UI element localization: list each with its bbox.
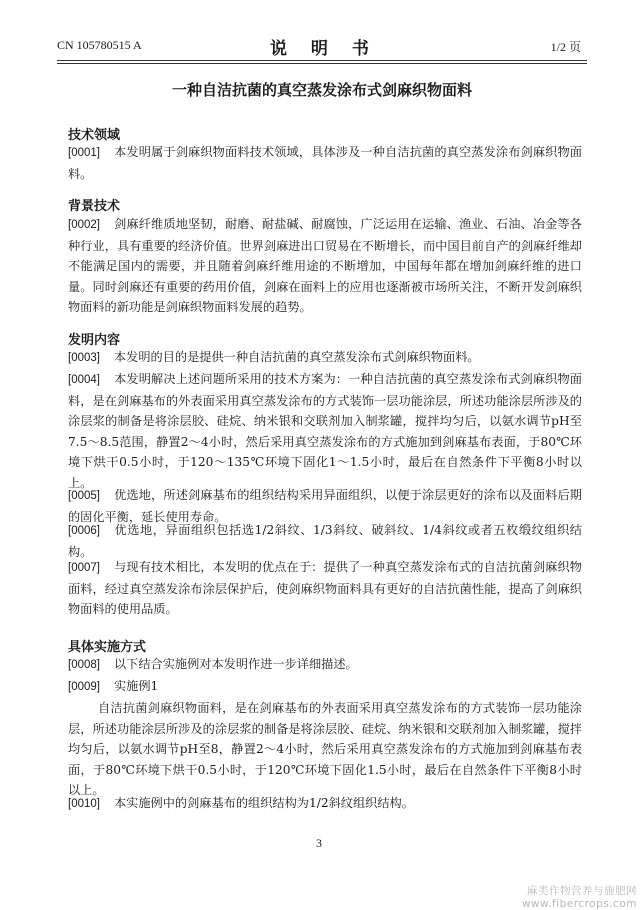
paragraph-text: 优选地，异面组织包括选1/2斜纹、1/3斜纹、破斜纹、1/4斜纹或者五枚缎纹组织结构。 — [68, 523, 582, 559]
paragraph-number: [0010] — [68, 798, 100, 810]
paragraph-0010 — [68, 793, 582, 815]
paragraph-number: [0002] — [68, 219, 100, 231]
paragraph-number: [0006] — [68, 525, 100, 537]
paragraph-number: [0009] — [68, 681, 100, 693]
header-rule-top — [57, 60, 587, 61]
paragraph-text: 自洁抗菌剑麻织物面料，是在剑麻基布的外表面采用真空蒸发涂布的方式装饰一层功能涂层，所述功能涂层所涉及的涂层浆的制备是将涂层胶、硅烷、纳米银和交联剂加入制浆罐，搅拌均匀后，以氨水调节pH至8，静置2～4小时，然后采用真空蒸发涂布的方式施加到剑麻基布表面，于80℃环境下烘干0.5小时，于120℃环境下固化1.5小时，最后在自然条件下平衡8小时以上。 — [68, 701, 582, 797]
paragraph-0001 — [68, 142, 582, 184]
section-heading-embodiments: 具体实施方式 — [68, 640, 147, 655]
paragraph-number: [0005] — [68, 490, 100, 502]
section-heading-background: 背景技术 — [68, 199, 121, 214]
paragraph-number: [0007] — [68, 562, 100, 574]
paragraph-0008 — [68, 654, 582, 676]
paragraph-number: [0003] — [68, 352, 100, 364]
header-rule-bottom — [57, 63, 587, 64]
paragraph-0002 — [68, 214, 582, 318]
paragraph-text: 实施例1 — [113, 679, 159, 693]
paragraph-text: 本发明的目的是提供一种自洁抗菌的真空蒸发涂布式剑麻织物面料。 — [113, 350, 480, 364]
paragraph-number: [0004] — [68, 374, 100, 386]
paragraph-text: 本发明属于剑麻织物面料技术领域，具体涉及一种自洁抗菌的真空蒸发涂布剑麻织物面料。 — [68, 145, 582, 181]
paragraph-text: 本发明解决上述问题所采用的技术方案为：一种自洁抗菌的真空蒸发涂布式剑麻织物面料，是在剑麻基布的外表面采用真空蒸发涂布的方式装饰一层功能涂层，所述功能涂层所涉及的涂层浆的制备是将涂层胶、硅烷、纳米银和交联剂加入制浆罐，搅拌均匀后，以氨水调节pH至7.5～8.5范围，静置2～4小时，然后采用真空蒸发涂布的方式施加到剑麻基布表面，于80℃环境下烘干0.5小时，于120～135℃环境下固化1～1.5小时，最后在自然条件下平衡8小时以上。 — [68, 372, 582, 490]
header-publication-number: CN 105780515 A — [57, 38, 142, 52]
document-title: 一种自洁抗菌的真空蒸发涂布式剑麻织物面料 — [171, 81, 472, 99]
paragraph-0009 — [68, 676, 582, 698]
section-heading-summary: 发明内容 — [68, 333, 121, 348]
paragraph-example-1-body — [68, 698, 582, 801]
watermark-url: www.fibercrops.com — [521, 898, 637, 910]
header-page-indicator: 1/2 页 — [550, 40, 581, 54]
paragraph-text: 本实施例中的剑麻基布的组织结构为1/2斜纹组织结构。 — [113, 796, 414, 810]
paragraph-0003 — [68, 347, 582, 369]
paragraph-0004 — [68, 369, 582, 493]
paragraph-0006 — [68, 520, 582, 562]
paragraph-number: [0001] — [68, 147, 100, 159]
header-doc-type: 说 明 书 — [270, 39, 378, 59]
watermark-site-name: 麻类作物营养与施肥网 — [527, 885, 637, 897]
paragraph-number: [0008] — [68, 659, 100, 671]
paragraph-0007 — [68, 557, 582, 620]
footer-page-number: 3 — [316, 836, 322, 850]
paragraph-text: 剑麻纤维质地坚韧，耐磨、耐盐碱、耐腐蚀，广泛运用在运输、渔业、石油、冶金等各种行业，具有重要的经济价值。世界剑麻进出口贸易在不断增长，而中国目前自产的剑麻纤维却不能满足国内的需要，并且随着剑麻纤维用途的不断增加，中国每年都在增加剑麻纤维的进口量。同时剑麻还有重要的药用价值，剑麻在面料上的应用也逐渐被市场所关注，不断开发剑麻织物面料的新功能是剑麻织物面料发展的趋势。 — [68, 217, 582, 314]
paragraph-text: 与现有技术相比，本发明的优点在于：提供了一种真空蒸发涂布式的自洁抗菌剑麻织物面料，经过真空蒸发涂布涂层保护后，使剑麻织物面料具有更好的自洁抗菌性能，提高了剑麻织物面料的使用品质。 — [68, 560, 582, 616]
section-heading-technical-field: 技术领域 — [68, 128, 121, 143]
paragraph-text: 优选地，所述剑麻基布的组织结构采用异面组织，以便于涂层更好的涂布以及面料后期的固化平衡，延长使用寿命。 — [68, 488, 582, 524]
watermark — [522, 883, 637, 910]
paragraph-text: 以下结合实施例对本发明作进一步详细描述。 — [113, 657, 358, 671]
